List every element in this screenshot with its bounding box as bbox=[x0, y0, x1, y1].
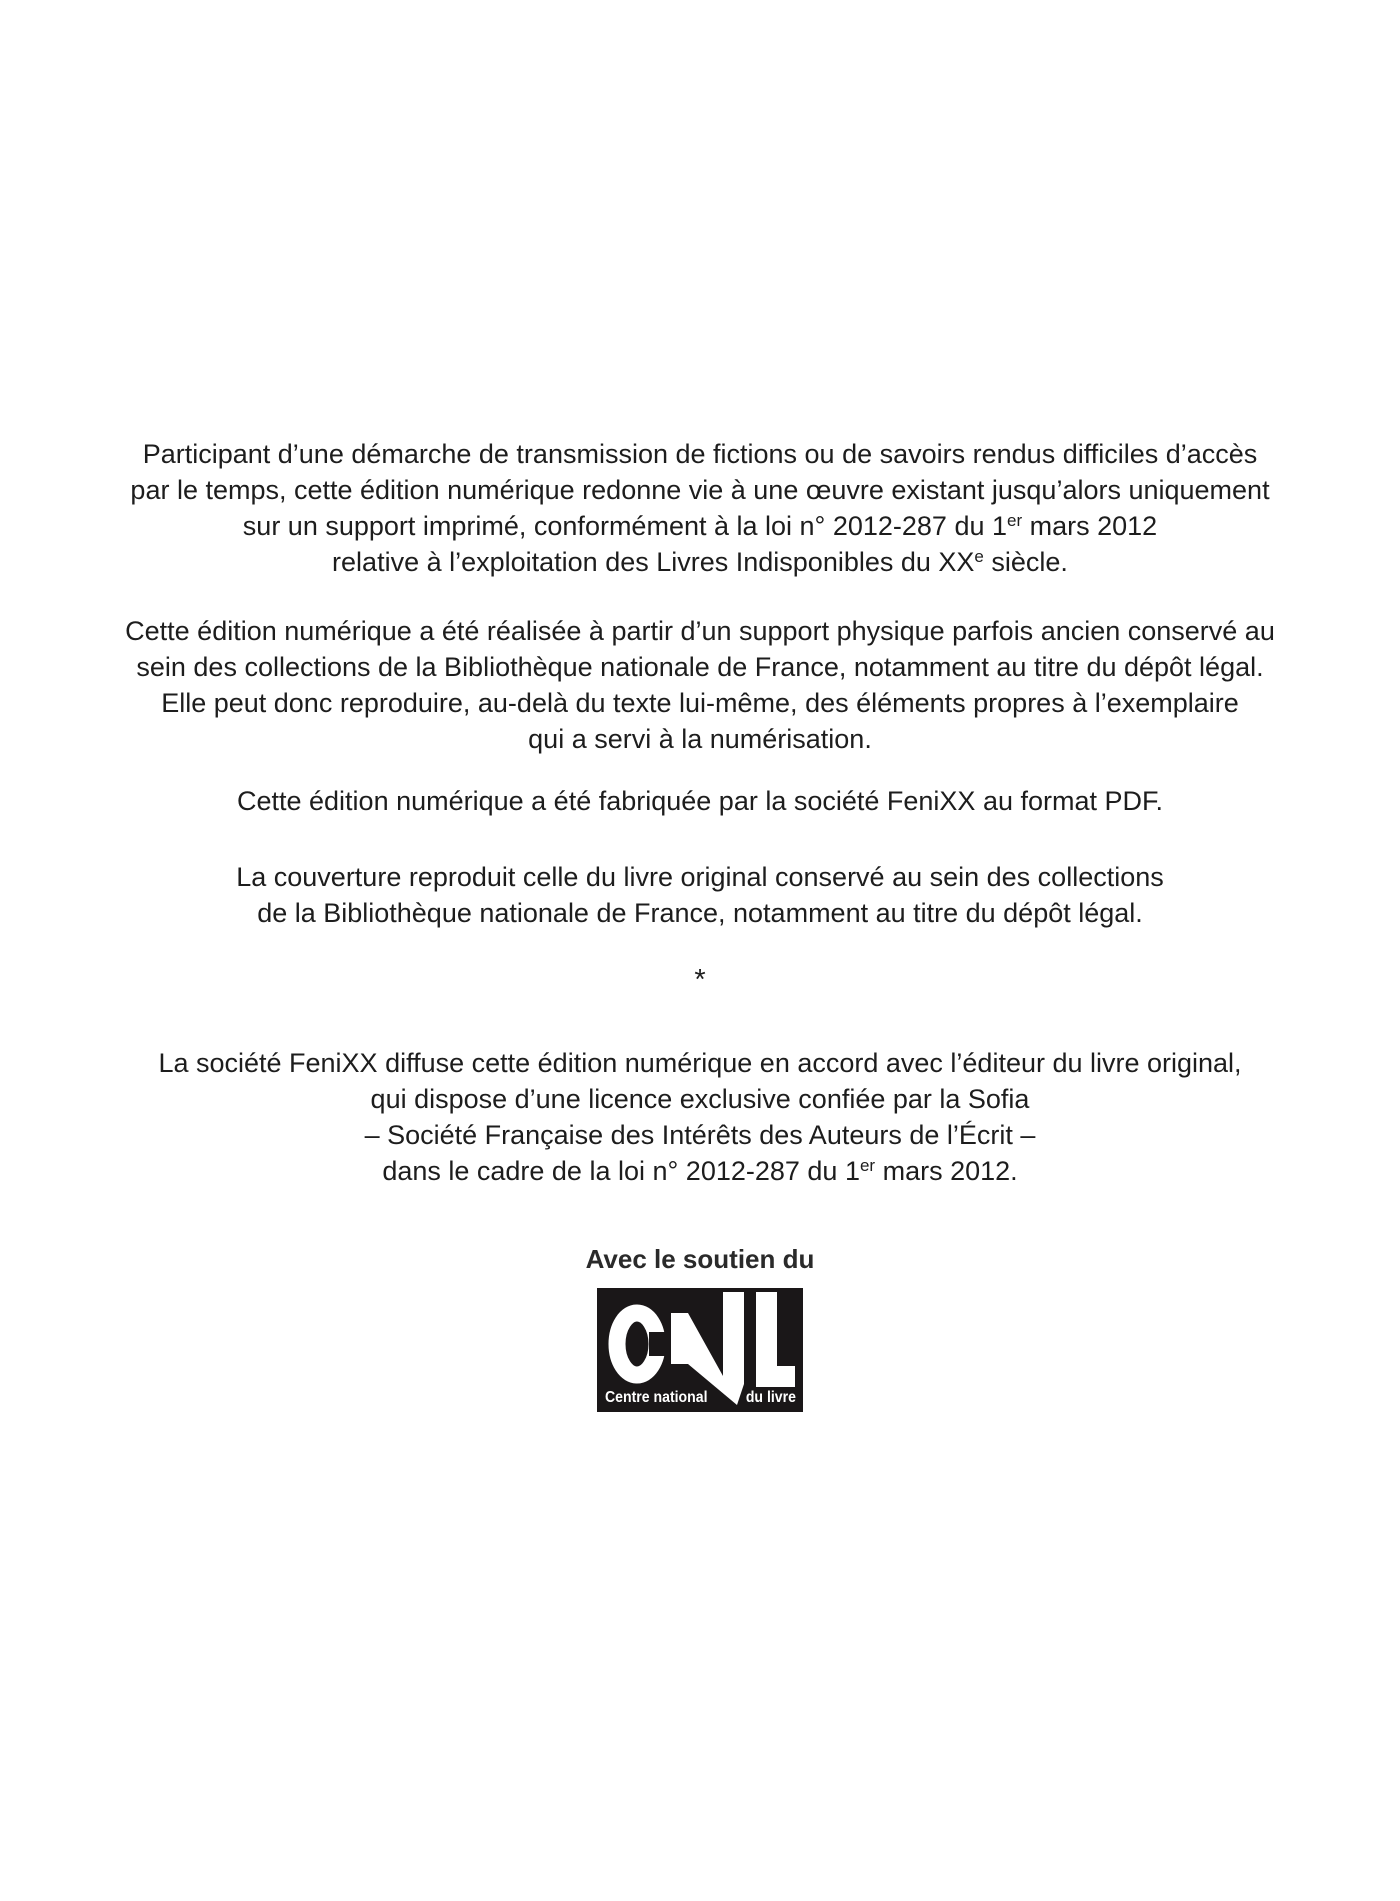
text-segment: mars 2012. bbox=[875, 1156, 1018, 1186]
text-segment: dans le cadre de la loi n° 2012-287 du 1 bbox=[382, 1156, 860, 1186]
text-line: Elle peut donc reproduire, au-delà du texte lui-même, des éléments propres à l’exemplaire bbox=[161, 688, 1239, 718]
letter-c-aperture bbox=[649, 1332, 671, 1356]
text-line: Participant d’une démarche de transmission de fictions ou de savoirs rendus difficiles d’accès bbox=[142, 439, 1258, 469]
text-segment: siècle. bbox=[983, 547, 1068, 577]
letter-l bbox=[756, 1292, 795, 1387]
support-caption: Avec le soutien du bbox=[585, 1244, 815, 1274]
text-segment: sur un support imprimé, conformément à la loi n° 2012-287 du 1 bbox=[242, 511, 1007, 541]
text-segment: mars 2012 bbox=[1022, 511, 1158, 541]
text-line: qui dispose d’une licence exclusive confiée par la Sofia bbox=[370, 1084, 1030, 1114]
superscript-er: er bbox=[859, 1156, 876, 1175]
text-line-with-superscript bbox=[0, 544, 1400, 580]
text-line: La couverture reproduit celle du livre original conservé au sein des collections bbox=[236, 862, 1164, 892]
paragraph-fenixx-pdf bbox=[0, 783, 1400, 819]
superscript-e: e bbox=[974, 547, 984, 566]
cnl-logo bbox=[597, 1288, 803, 1412]
text-line-with-superscript bbox=[0, 508, 1400, 544]
paragraph-legal-intro bbox=[0, 436, 1400, 580]
paragraph-source-bnf bbox=[0, 613, 1400, 757]
text-segment: relative à l’exploitation des Livres Indisponibles du XX bbox=[332, 547, 975, 577]
text-line: qui a servi à la numérisation. bbox=[528, 724, 872, 754]
paragraph-diffusion-sofia bbox=[0, 1045, 1400, 1189]
text-line-with-superscript bbox=[0, 1153, 1400, 1189]
text-line: La société FeniXX diffuse cette édition numérique en accord avec l’éditeur du livre original, bbox=[158, 1048, 1242, 1078]
superscript-er: er bbox=[1007, 511, 1023, 530]
text-line: – Société Française des Intérêts des Auteurs de l’Écrit – bbox=[364, 1120, 1036, 1150]
paragraph-cover-notice bbox=[0, 859, 1400, 931]
text-line: Cette édition numérique a été fabriquée par la société FeniXX au format PDF. bbox=[236, 786, 1163, 816]
text-line: de la Bibliothèque nationale de France, notamment au titre du dépôt légal. bbox=[257, 898, 1143, 928]
text-line: par le temps, cette édition numérique redonne vie à une œuvre existant jusqu’alors uniquement bbox=[130, 475, 1270, 505]
cnl-caption-right: du livre bbox=[745, 1389, 796, 1406]
text-line: Cette édition numérique a été réalisée à partir d’un support physique parfois ancien conservé au bbox=[125, 616, 1275, 646]
cnl-caption-left: Centre national bbox=[605, 1389, 708, 1406]
asterisk-separator: * bbox=[694, 964, 706, 996]
text-line: sein des collections de la Bibliothèque nationale de France, notamment au titre du dépôt légal. bbox=[136, 652, 1264, 682]
